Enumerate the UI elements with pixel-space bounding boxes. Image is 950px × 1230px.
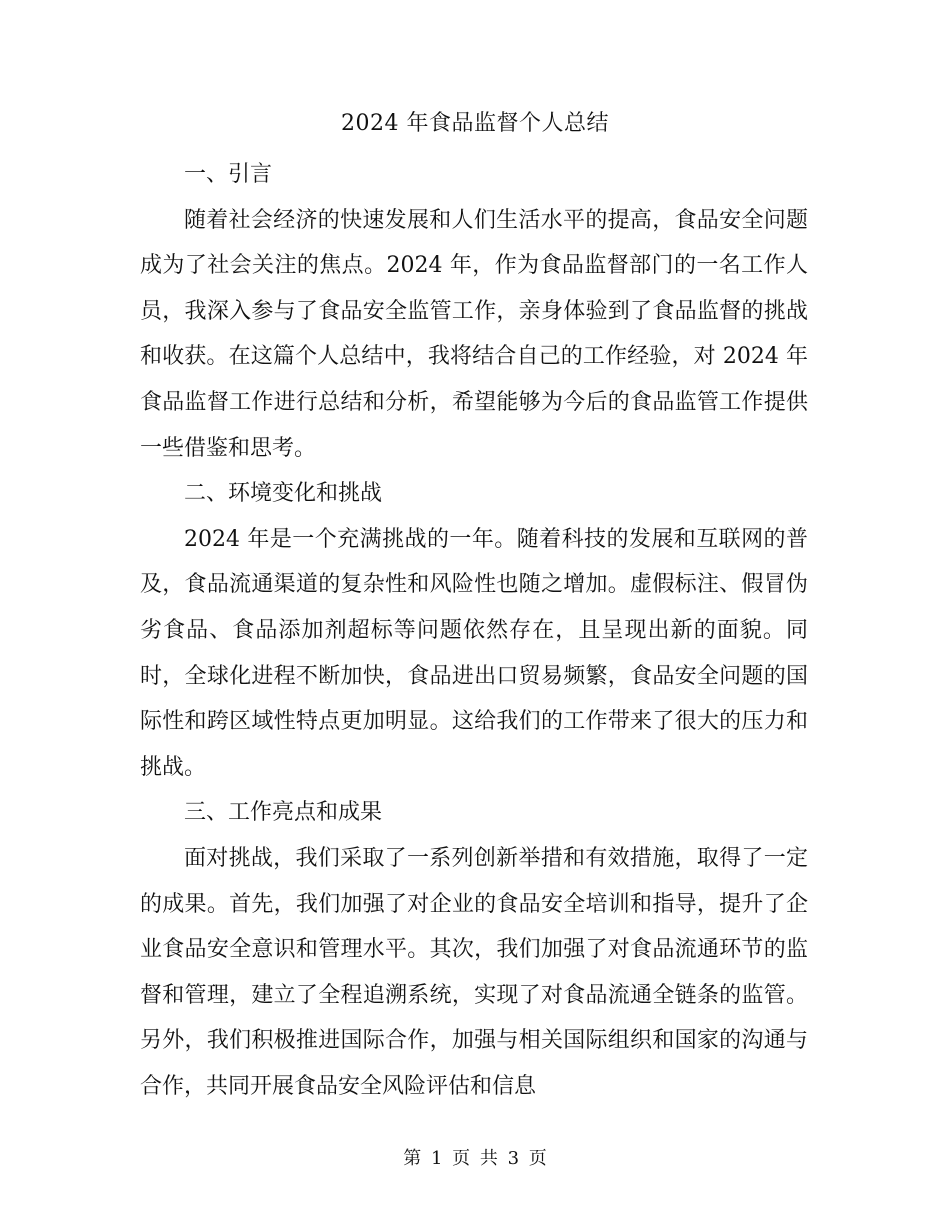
section-heading-introduction: 一、引言 [184, 162, 273, 187]
document-body [140, 152, 808, 1109]
section-heading-challenges: 二、环境变化和挑战 [184, 481, 383, 507]
section-paragraph-introduction: 随着社会经济的快速发展和人们生活水平的提高，食品安全问题成为了社会关注的焦点。2024 年，作为食品监督部门的一名工作人员，我深入参与了食品安全监管工作，亲身体验到了食品监督的挑战和收获。在这篇个人总结中，我将结合自己的工作经验，对 2024 年食品监督工作进行总结和分析，希望能够为今后的食品监管工作提供一些借鉴和思考。 [140, 207, 808, 461]
document-title: 2024 年食品监督个人总结 [341, 111, 609, 136]
section-paragraph-challenges: 2024 年是一个充满挑战的一年。随着科技的发展和互联网的普及，食品流通渠道的复杂性和风险性也随之增加。虚假标注、假冒伪劣食品、食品添加剂超标等问题依然存在，且呈现出新的面貌。同时，全球化进程不断加快，食品进出口贸易频繁，食品安全问题的国际性和跨区域性特点更加明显。这给我们的工作带来了很大的压力和挑战。 [140, 526, 808, 780]
section-paragraph-achievements: 面对挑战，我们采取了一系列创新举措和有效措施，取得了一定的成果。首先，我们加强了对企业的食品安全培训和指导，提升了企业食品安全意识和管理水平。其次，我们加强了对食品流通环节的监督和管理，建立了全程追溯系统，实现了对食品流通全链条的监管。另外，我们积极推进国际合作，加强与相关国际组织和国家的沟通与合作，共同开展食品安全风险评估和信息 [140, 845, 808, 1099]
section-heading-achievements: 三、工作亮点和成果 [184, 800, 383, 826]
page-number-footer: 第 1 页 共 3 页 [403, 1148, 547, 1169]
